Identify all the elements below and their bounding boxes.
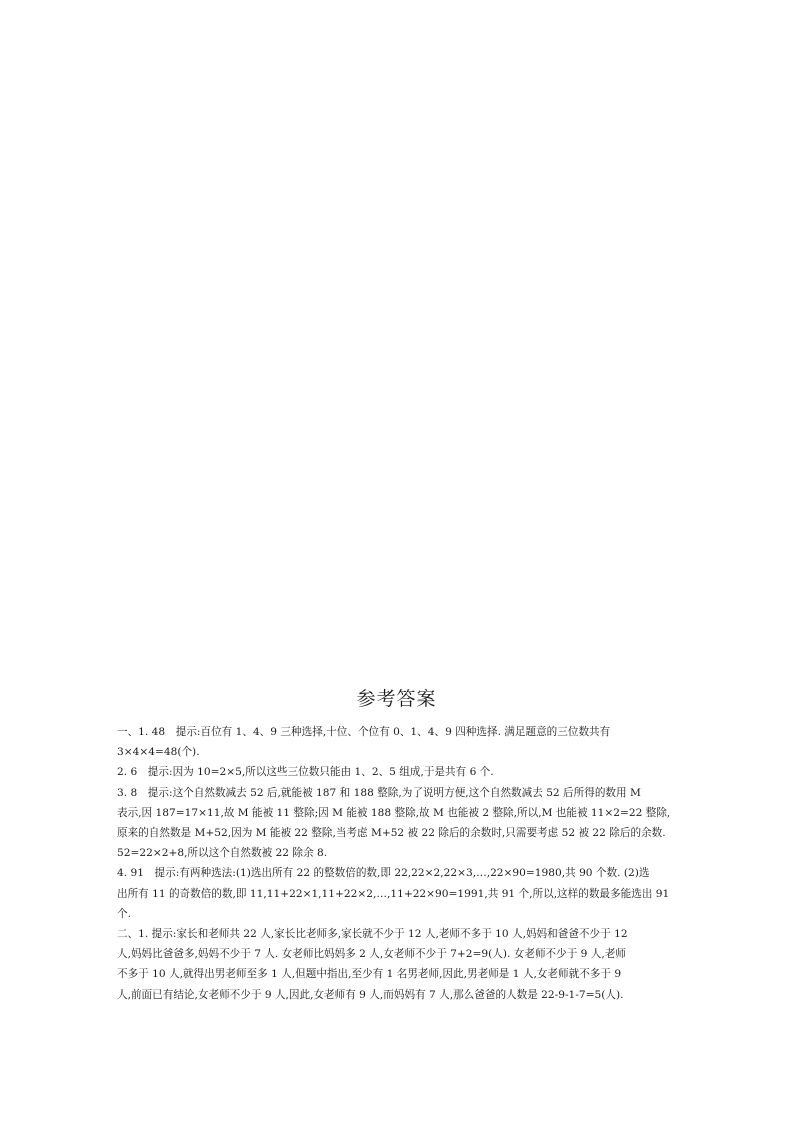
answer-line: 表示,因 187=17×11,故 M 能被 11 整除;因 M 能被 188 整除,故 M 也能被 2 整除,所以,M 也能被 11×2=22 整除, [117,806,671,819]
answer-line: 人,前面已有结论,女老师不少于 9 人,因此,女老师有 9 人,而妈妈有 7 人,那么爸爸的人数是 22-9-1-7=5(人). [117,988,624,1001]
answer-line: 出所有 11 的奇数倍的数,即 11,11+22×1,11+22×2,…,11+22×90=1991,共 91 个,所以,这样的数最多能选出 91 [117,887,670,900]
answer-line: 原来的自然数是 M+52,因为 M 能被 22 整除,当考虑 M+52 被 22 除后的余数时,只需要考虑 52 被 22 除后的余数. [117,827,666,840]
answer-line: 2. 6 提示:因为 10=2×5,所以这些三位数只能由 1、2、5 组成,于是共有 6 个. [117,766,494,779]
answer-body [117,722,677,1005]
answer-line: 52=22×2+8,所以这个自然数被 22 除余 8. [117,847,328,860]
answer-line: 不多于 10 人,就得出男老师至多 1 人,但题中指出,至少有 1 名男老师,因此,男老师是 1 人,女老师就不多于 9 [117,968,622,981]
answer-line: 一、1. 48 提示:百位有 1、4、9 三种选择,十位、个位有 0、1、4、9 四种选择. 满足题意的三位数共有 [117,726,611,738]
answer-line: 3. 8 提示:这个自然数减去 52 后,就能被 187 和 188 整除,为了说明方便,这个自然数减去 52 后所得的数用 M [117,786,641,799]
answer-line: 人,妈妈比爸爸多,妈妈不少于 7 人. 女老师比妈妈多 2 人,女老师不少于 7+2=9(人). 女老师不少于 9 人,老师 [117,948,626,961]
answer-line: 二、1. 提示:家长和老师共 22 人,家长比老师多,家长就不少于 12 人,老师不多于 10 人,妈妈和爸爸不少于 12 [117,928,628,941]
answer-line: 3×4×4=48(个). [117,746,200,759]
page-title: 参考答案 [356,688,437,710]
answer-line: 4. 91 提示:有两种选法:(1)选出所有 22 的整数倍的数,即 22,22×2,22×3,…,22×90=1980,共 90 个数. (2)选 [117,867,650,880]
answer-line: 个. [117,907,131,920]
